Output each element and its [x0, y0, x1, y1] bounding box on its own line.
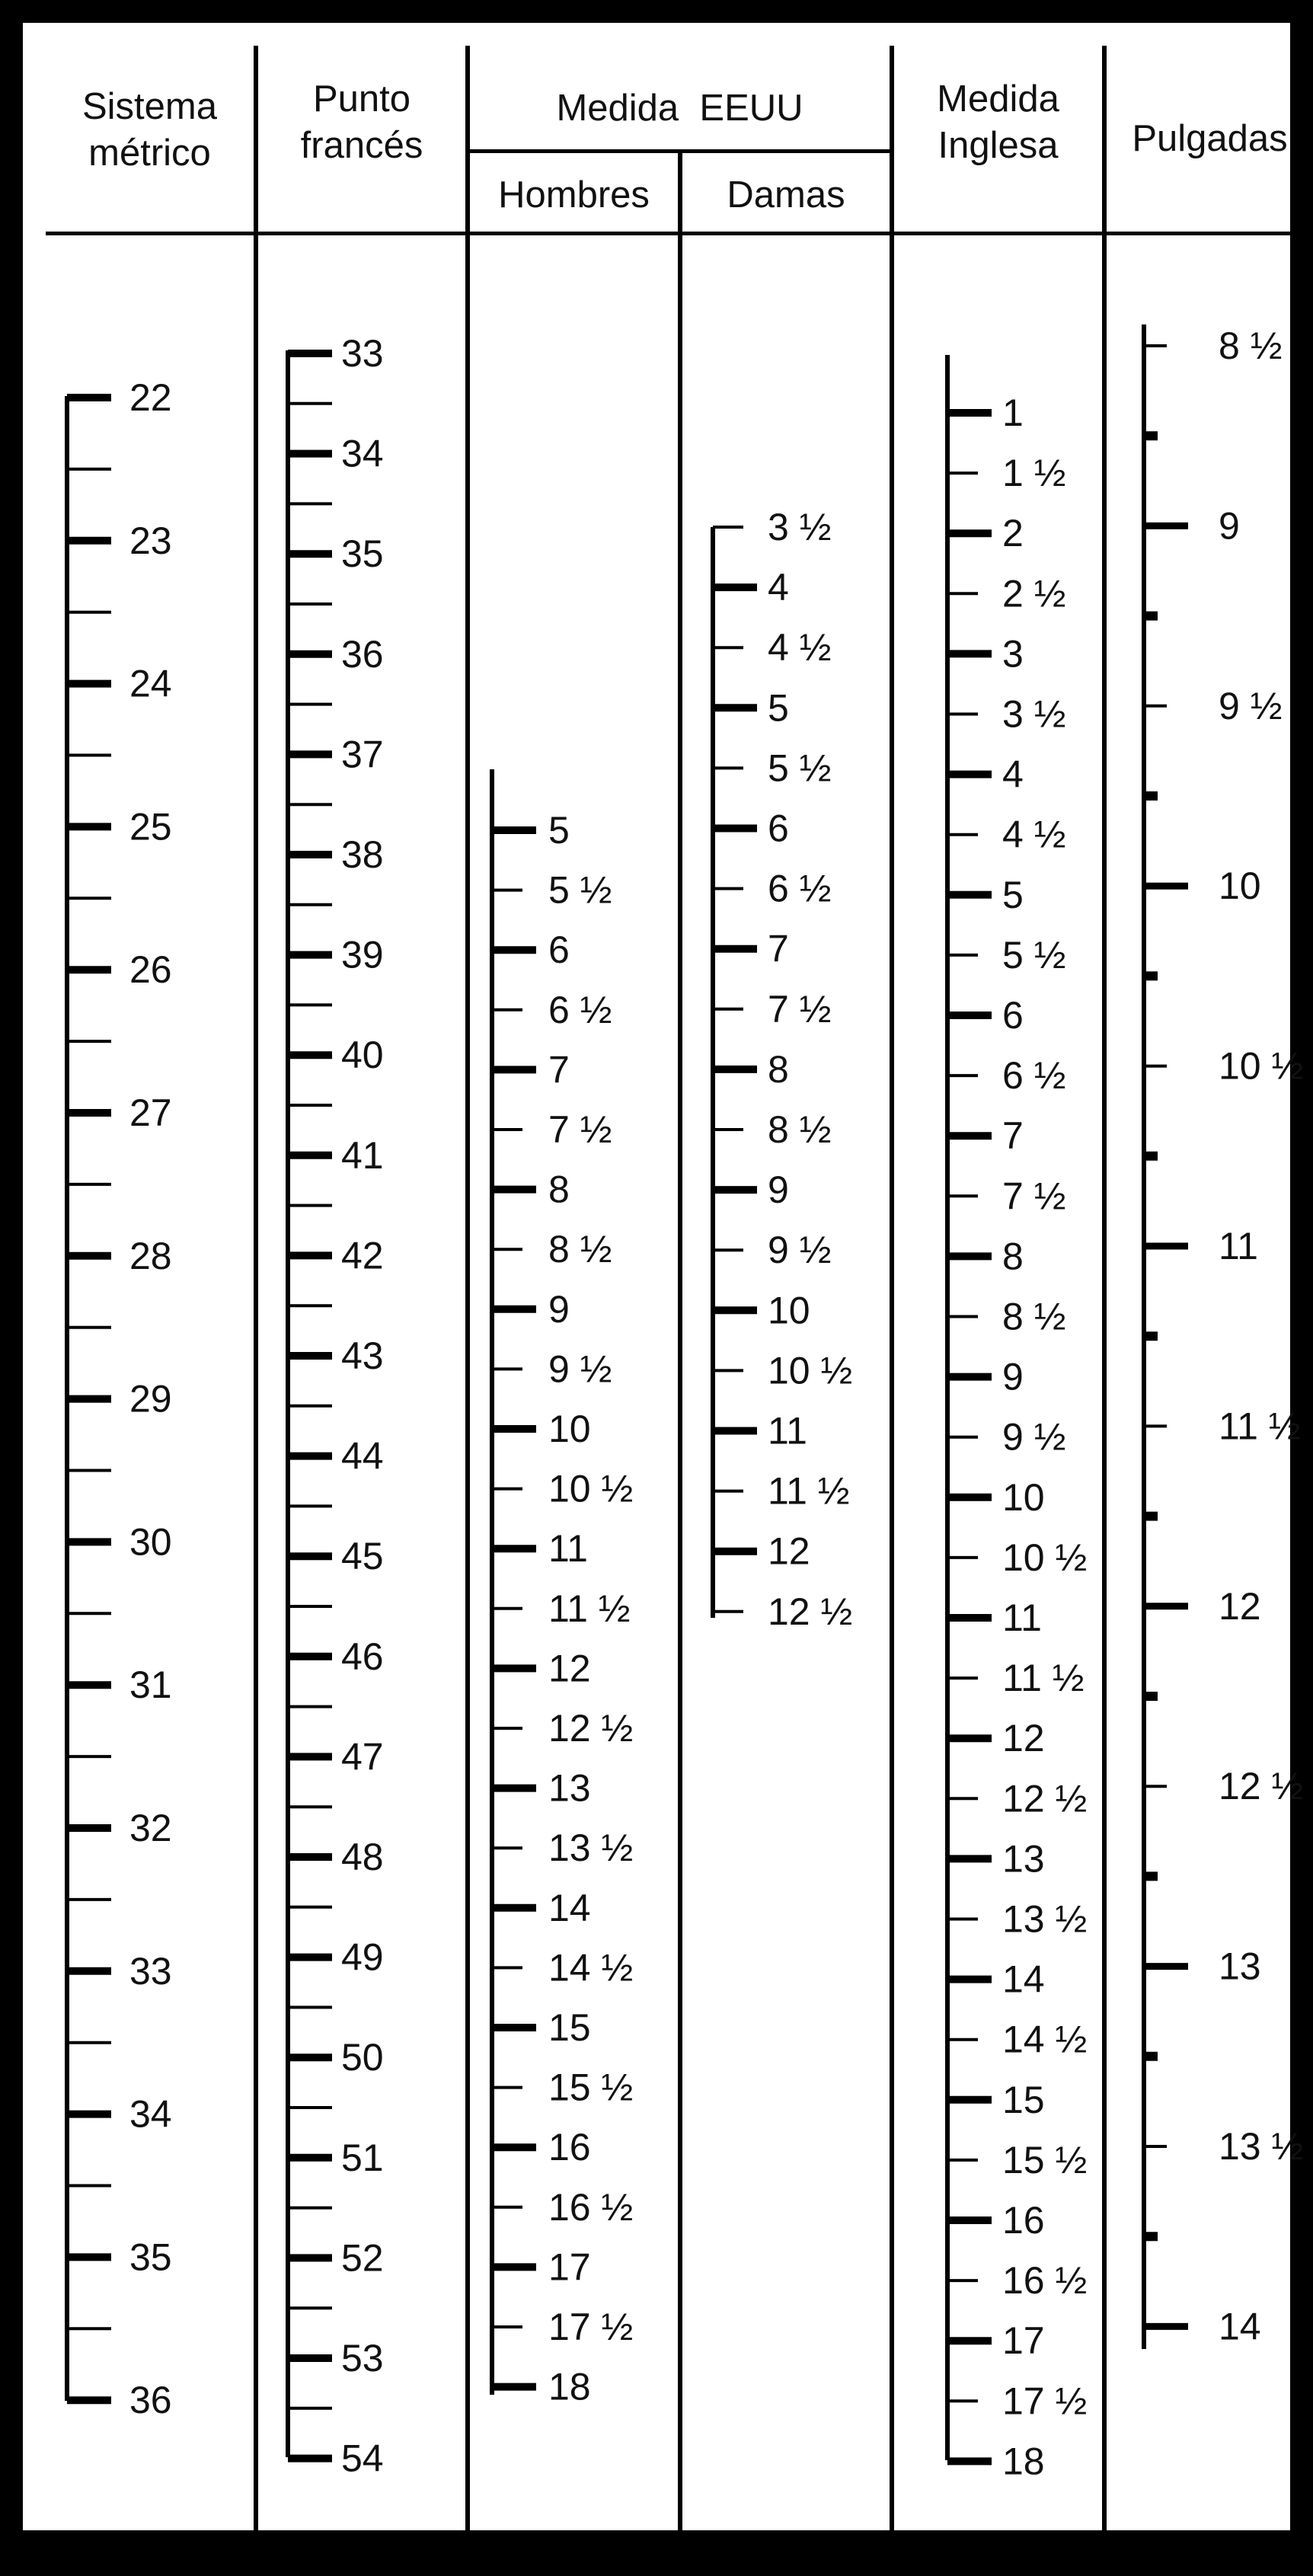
french-tick-label: 46: [341, 1635, 384, 1678]
uk-tick-label: 4: [1002, 753, 1024, 796]
uk-tick-label: 6 ½: [1002, 1054, 1066, 1098]
uk-tick-label: 2 ½: [1002, 572, 1066, 615]
us_men-tick-label: 8: [548, 1168, 570, 1211]
french-tick-label: 44: [341, 1434, 384, 1478]
size-rulers: [23, 23, 1313, 2576]
header-inches: Pulgadas: [1132, 118, 1288, 159]
us_women-tick-label: 9: [768, 1168, 789, 1212]
french-tick-label: 33: [341, 332, 384, 375]
us_women-tick-label: 10: [768, 1289, 810, 1332]
uk-tick-label: 10 ½: [1002, 1536, 1088, 1579]
french-tick-label: 36: [341, 632, 384, 676]
us_men-tick-label: 7: [548, 1048, 570, 1091]
metric-tick-label: 28: [129, 1234, 172, 1277]
us_men-tick-label: 16: [548, 2126, 591, 2169]
metric-tick-label: 33: [129, 1949, 172, 1993]
us_men-tick-label: 13: [548, 1766, 591, 1810]
french-tick-label: 47: [341, 1735, 384, 1779]
metric-tick-label: 29: [129, 1377, 172, 1421]
us_women-tick-label: 3 ½: [768, 506, 832, 548]
french-tick-label: 43: [341, 1334, 384, 1377]
inches-tick-label: 12: [1219, 1584, 1261, 1628]
us_women-tick-label: 8: [768, 1047, 789, 1091]
uk-tick-label: 7: [1002, 1114, 1024, 1158]
us_women-tick-label: 11 ½: [768, 1469, 850, 1513]
metric-tick-label: 23: [129, 519, 172, 562]
us_women-tick-label: 9 ½: [768, 1229, 832, 1272]
header-french: Punto francés: [300, 78, 423, 167]
french-tick-label: 40: [341, 1034, 384, 1077]
metric-tick-label: 35: [129, 2236, 172, 2279]
french-tick-label: 41: [341, 1133, 384, 1177]
french-tick-label: 34: [341, 432, 384, 475]
metric-tick-label: 27: [129, 1091, 172, 1134]
uk-tick-label: 18: [1002, 2440, 1045, 2483]
french-tick-label: 35: [341, 532, 384, 576]
uk-tick-label: 13: [1002, 1837, 1045, 1881]
french-tick-label: 52: [341, 2236, 384, 2280]
us_women-tick-label: 7: [768, 927, 789, 970]
uk-tick-label: 17 ½: [1002, 2379, 1088, 2423]
us_women-tick-label: 7 ½: [768, 987, 832, 1031]
us_women-tick-label: 4 ½: [768, 626, 832, 670]
uk-tick-label: 1 ½: [1002, 452, 1066, 495]
uk-tick-label: 11 ½: [1002, 1657, 1085, 1700]
us_men-tick-label: 9 ½: [548, 1347, 612, 1391]
us_women-tick-label: 5: [768, 686, 789, 730]
metric-tick-label: 26: [129, 948, 172, 992]
metric-tick-label: 30: [129, 1520, 172, 1564]
inches-tick-label: 8 ½: [1219, 324, 1283, 367]
us_men-tick-label: 14: [548, 1886, 591, 1929]
header-us-men: Hombres: [498, 174, 650, 216]
us_men-tick-label: 15: [548, 2006, 591, 2049]
us_women-tick-label: 12 ½: [768, 1590, 853, 1633]
metric-tick-label: 31: [129, 1664, 172, 1707]
uk-tick-label: 10: [1002, 1475, 1045, 1519]
uk-tick-label: 15 ½: [1002, 2138, 1088, 2181]
uk-tick-label: 8: [1002, 1235, 1024, 1278]
uk-tick-label: 9: [1002, 1355, 1024, 1398]
french-tick-label: 51: [341, 2136, 384, 2179]
uk-tick-label: 7 ½: [1002, 1175, 1066, 1218]
uk-tick-label: 17: [1002, 2319, 1045, 2363]
uk-tick-label: 15: [1002, 2078, 1045, 2121]
inches-tick-label: 13: [1219, 1945, 1261, 1988]
uk-tick-label: 2: [1002, 512, 1024, 555]
us_women-tick-label: 5 ½: [768, 746, 832, 790]
us_men-tick-label: 12: [548, 1647, 591, 1690]
us_men-tick-label: 8 ½: [548, 1228, 612, 1271]
uk-tick-label: 5 ½: [1002, 933, 1066, 976]
us_men-tick-label: 17: [548, 2245, 591, 2289]
us_women-tick-label: 4: [768, 566, 789, 609]
french-tick-label: 37: [341, 733, 384, 776]
us_women-tick-label: 10 ½: [768, 1349, 853, 1392]
uk-tick-label: 5: [1002, 873, 1024, 916]
french-tick-label: 49: [341, 1935, 384, 1979]
uk-tick-label: 14 ½: [1002, 2018, 1088, 2061]
metric-tick-label: 24: [129, 662, 172, 705]
uk-tick-label: 14: [1002, 1958, 1045, 2001]
french-tick-label: 53: [341, 2337, 384, 2379]
uk-tick-label: 12 ½: [1002, 1777, 1088, 1820]
us_men-tick-label: 18: [548, 2365, 591, 2408]
inches-tick-label: 9: [1219, 504, 1240, 548]
uk-tick-label: 9 ½: [1002, 1415, 1066, 1459]
french-tick-label: 39: [341, 933, 384, 976]
header-us-women: Damas: [727, 174, 845, 216]
us_men-tick-label: 10 ½: [548, 1467, 634, 1510]
inches-tick-label: 10 ½: [1219, 1044, 1304, 1088]
us_men-tick-label: 5 ½: [548, 868, 612, 912]
inches-tick-label: 11 ½: [1219, 1405, 1301, 1448]
inches-tick-label: 12 ½: [1219, 1765, 1304, 1808]
us_women-tick-label: 11: [768, 1409, 807, 1453]
uk-tick-label: 16: [1002, 2199, 1045, 2242]
french-tick-label: 42: [341, 1234, 384, 1277]
us_men-tick-label: 16 ½: [548, 2185, 634, 2229]
us_men-tick-label: 6 ½: [548, 988, 612, 1031]
inches-tick-label: 14: [1219, 2305, 1261, 2348]
inches-tick-label: 11: [1219, 1225, 1258, 1267]
us_men-tick-label: 13 ½: [548, 1827, 634, 1870]
us_men-tick-label: 11: [548, 1527, 588, 1571]
inches-tick-label: 9 ½: [1219, 684, 1283, 727]
french-tick-label: 50: [341, 2036, 384, 2079]
inches-tick-label: 10: [1219, 865, 1261, 908]
uk-tick-label: 8 ½: [1002, 1295, 1066, 1338]
uk-tick-label: 3: [1002, 632, 1024, 676]
us_men-tick-label: 14 ½: [548, 1946, 634, 1990]
us_women-tick-label: 12: [768, 1529, 810, 1573]
french-tick-label: 48: [341, 1836, 384, 1878]
metric-tick-label: 22: [129, 376, 172, 419]
metric-tick-label: 34: [129, 2092, 172, 2136]
header-us: Medida EEUU: [556, 88, 803, 129]
metric-tick-label: 36: [129, 2379, 172, 2422]
us_men-tick-label: 10: [548, 1408, 591, 1450]
uk-tick-label: 11: [1002, 1596, 1042, 1639]
us_men-tick-label: 15 ½: [548, 2066, 634, 2109]
us_women-tick-label: 8 ½: [768, 1108, 832, 1151]
us_men-tick-label: 17 ½: [548, 2306, 634, 2348]
us_men-tick-label: 5: [548, 809, 570, 852]
uk-tick-label: 12: [1002, 1717, 1045, 1760]
uk-tick-label: 16 ½: [1002, 2259, 1088, 2303]
french-tick-label: 54: [341, 2437, 384, 2480]
us_men-tick-label: 9: [548, 1287, 570, 1331]
us_women-tick-label: 6: [768, 807, 789, 850]
header-uk: Medida Inglesa: [937, 78, 1059, 167]
us_men-tick-label: 12 ½: [548, 1707, 634, 1750]
uk-tick-label: 3 ½: [1002, 692, 1066, 736]
french-tick-label: 45: [341, 1535, 384, 1578]
header-metric: Sistema métrico: [81, 86, 217, 174]
uk-tick-label: 13 ½: [1002, 1897, 1088, 1941]
us_men-tick-label: 7 ½: [548, 1108, 612, 1151]
french-tick-label: 38: [341, 833, 384, 876]
uk-tick-label: 6: [1002, 994, 1024, 1037]
metric-tick-label: 32: [129, 1807, 172, 1849]
us_women-tick-label: 6 ½: [768, 867, 832, 910]
inches-tick-label: 13 ½: [1219, 2125, 1304, 2168]
uk-tick-label: 4 ½: [1002, 813, 1066, 856]
uk-tick-label: 1: [1002, 392, 1024, 434]
us_men-tick-label: 6: [548, 928, 570, 972]
metric-tick-label: 25: [129, 805, 172, 849]
us_men-tick-label: 11 ½: [548, 1587, 631, 1630]
